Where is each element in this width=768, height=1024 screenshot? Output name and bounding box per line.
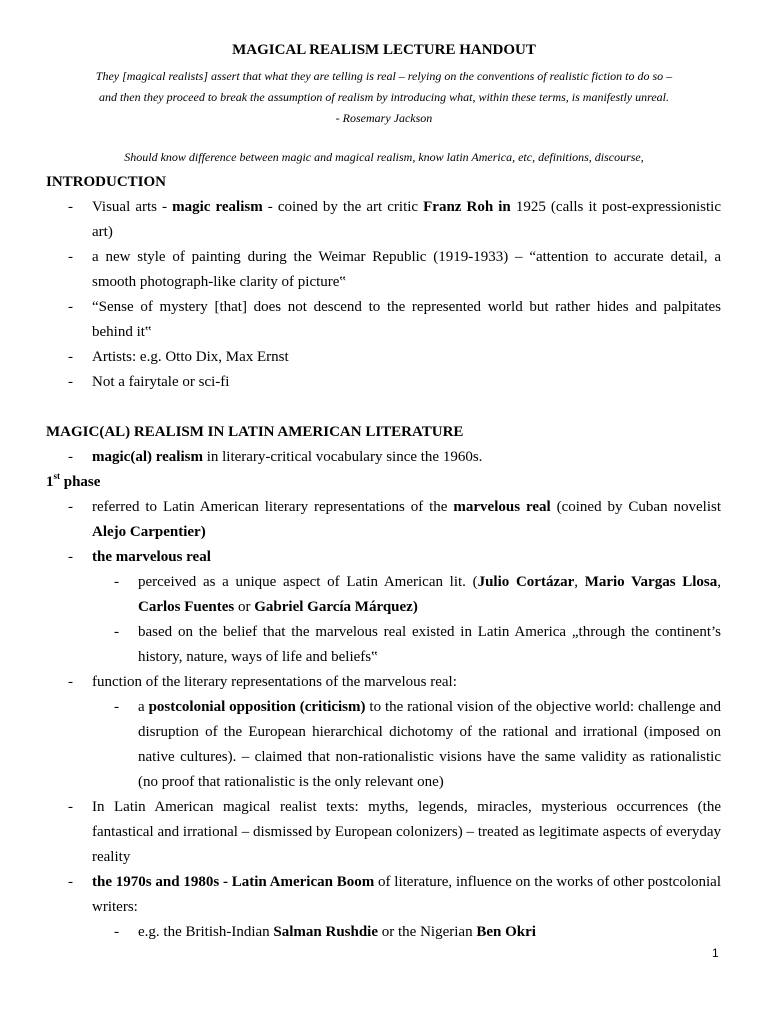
bullet-dash: - xyxy=(68,549,73,565)
section-heading-introduction: INTRODUCTION xyxy=(46,174,167,190)
list-item: - based on the belief that the marvelous real existed in Latin America „through the continent’s history, nature, ways of life and beliefs‟ xyxy=(46,620,721,670)
bullet-dash: - xyxy=(68,349,73,365)
list-item: - Visual arts - magic realism - coined by the art critic Franz Roh in 1925 (calls it post-expressionistic art) xyxy=(46,195,721,245)
epigraph-line-1: They [magical realists] assert that what they are telling is real – relying on the conventions of realistic fiction to do so – xyxy=(95,69,673,83)
bullet-dash: - xyxy=(68,299,73,315)
epigraph-line-2: and then they proceed to break the assumption of realism by introducing what, within these terms, is manifestly unreal. xyxy=(98,90,670,104)
bullet-dash: - xyxy=(68,674,73,690)
document-title: MAGICAL REALISM LECTURE HANDOUT xyxy=(232,42,536,58)
page-number: 1 xyxy=(712,946,719,960)
bullet-dash: - xyxy=(114,699,119,715)
list-item: - the marvelous real xyxy=(46,545,721,570)
bullet-dash: - xyxy=(68,499,73,515)
study-note: Should know difference between magic and magical realism, know latin America, etc, definitions, discourse, xyxy=(124,150,644,164)
list-item: - function of the literary representations of the marvelous real: xyxy=(46,670,721,695)
bullet-dash: - xyxy=(68,874,73,890)
epigraph-attribution: - Rosemary Jackson xyxy=(335,111,433,125)
list-item: - a new style of painting during the Weimar Republic (1919-1933) – “attention to accurate detail, a smooth photograph-like clarity of picture‟ xyxy=(46,245,721,295)
list-item: - perceived as a unique aspect of Latin American lit. (Julio Cortázar, Mario Vargas Llosa, Carlos Fuentes or Gabriel García Márquez) xyxy=(46,570,721,620)
spacer xyxy=(46,395,721,420)
bullet-dash: - xyxy=(114,924,119,940)
bullet-dash: - xyxy=(68,799,73,815)
list-item: - the 1970s and 1980s - Latin American Boom of literature, influence on the works of other postcolonial writers: xyxy=(46,870,721,920)
bullet-dash: - xyxy=(68,374,73,390)
list-item: - a postcolonial opposition (criticism) to the rational vision of the objective world: challenge and disruption of the European hierarchical dichotomy of the rational and irrational (imposed on native cultures). – claimed that non-rationalistic visions have the same validity as rationalistic (no proof that rationalistic is the only relevant one) xyxy=(46,695,721,795)
bullet-dash: - xyxy=(68,449,73,465)
list-item: - Not a fairytale or sci-fi xyxy=(46,370,721,395)
bullet-dash: - xyxy=(114,624,119,640)
list-item: - In Latin American magical realist texts: myths, legends, miracles, mysterious occurrences (the fantastical and irrational – dismissed by European colonizers) – treated as legitimate aspects of everyday reality xyxy=(46,795,721,870)
list-item: - referred to Latin American literary representations of the marvelous real (coined by Cuban novelist Alejo Carpentier) xyxy=(46,495,721,545)
subheading-first-phase: 1st phase xyxy=(46,471,101,490)
bullet-dash: - xyxy=(68,199,73,215)
bullet-dash: - xyxy=(68,249,73,265)
list-item: - magic(al) realism in literary-critical vocabulary since the 1960s. xyxy=(46,445,721,470)
list-item: - e.g. the British-Indian Salman Rushdie or the Nigerian Ben Okri xyxy=(46,920,721,945)
list-item: - “Sense of mystery [that] does not descend to the represented world but rather hides and palpitates behind it‟ xyxy=(46,295,721,345)
section-heading-latin-america: MAGIC(AL) REALISM IN LATIN AMERICAN LITERATURE xyxy=(46,424,464,440)
document-body xyxy=(46,170,721,945)
bullet-dash: - xyxy=(114,574,119,590)
list-item: - Artists: e.g. Otto Dix, Max Ernst xyxy=(46,345,721,370)
